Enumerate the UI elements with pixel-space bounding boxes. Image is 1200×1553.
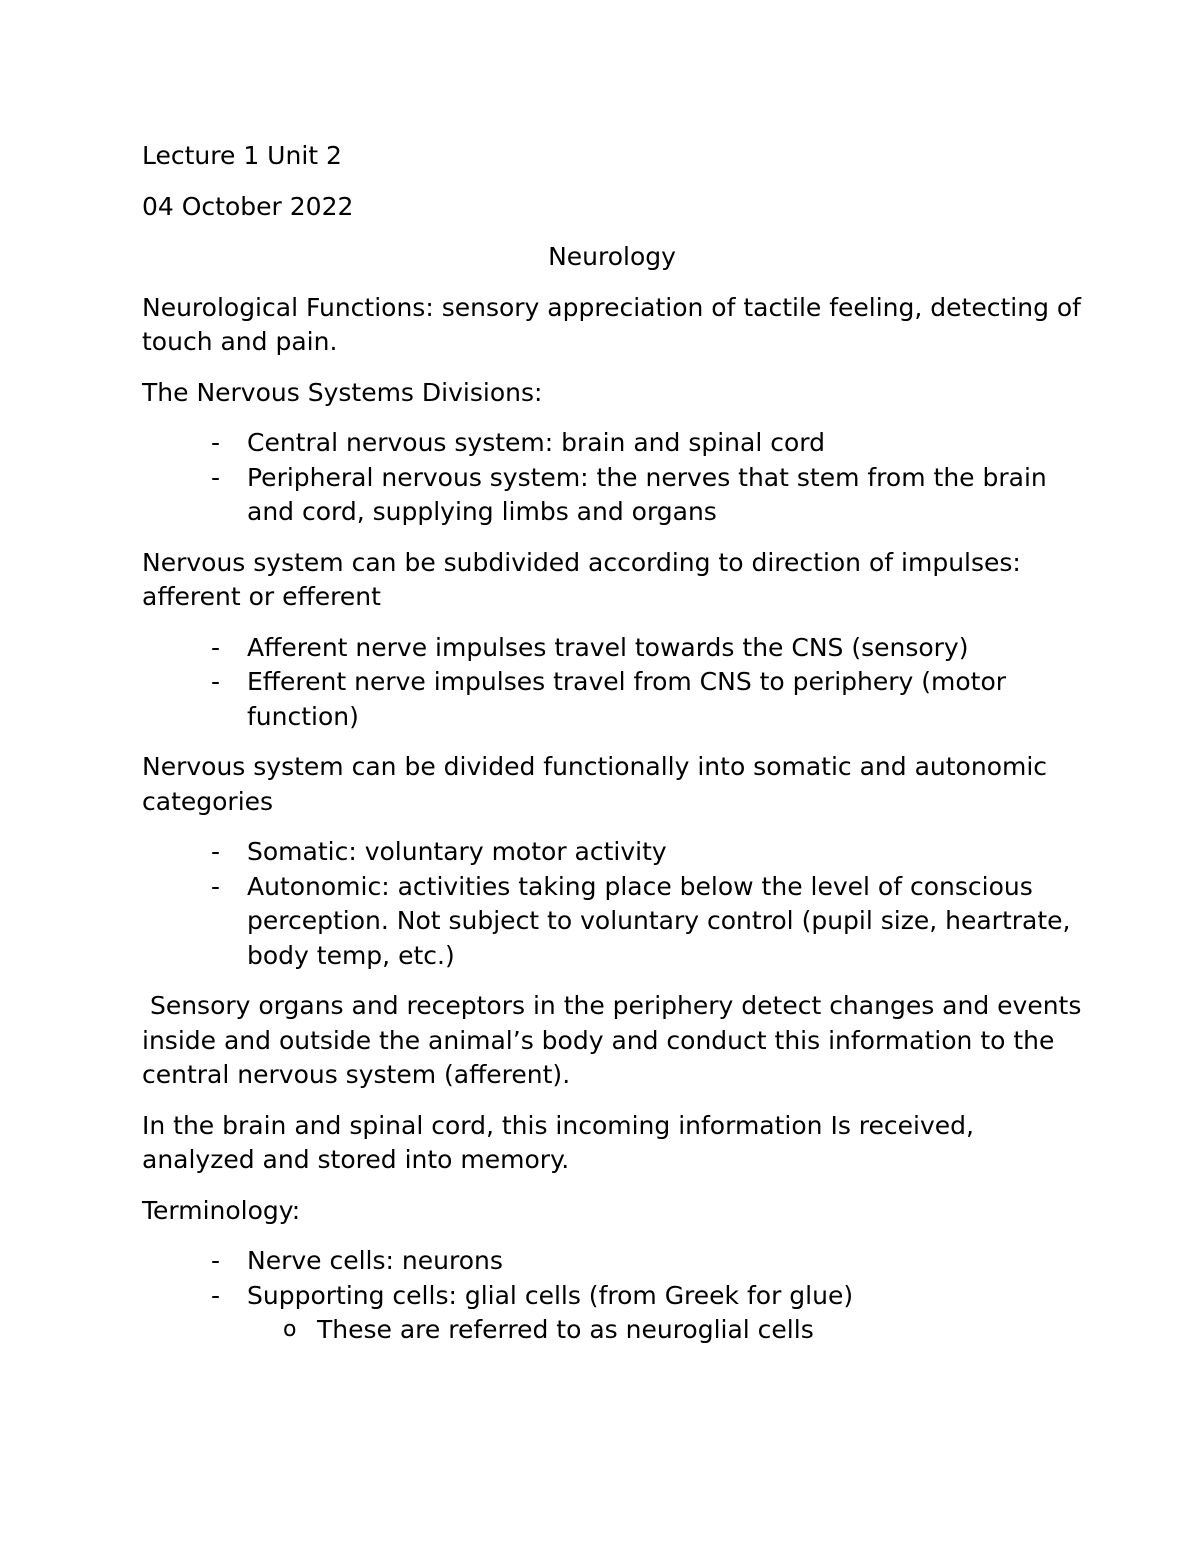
impulses-list	[142, 631, 1082, 735]
sub-list-item	[247, 1313, 1082, 1348]
circle-bullet: o	[283, 1317, 297, 1342]
paragraph-sensory-organs: Sensory organs and receptors in the periphery detect changes and events inside and outside the animal’s body and conduct this information to the central nervous system (afferent).	[142, 991, 1090, 1089]
dash-bullet: -	[211, 837, 221, 866]
list-item	[142, 631, 1082, 666]
list-item	[142, 835, 1082, 870]
list-item-text: Peripheral nervous system: the nerves that stem from the brain and cord, supplying limbs and organs	[247, 462, 1047, 526]
dash-bullet: -	[211, 667, 221, 696]
list-item-text: Supporting cells: glial cells (from Greek for glue)	[247, 1280, 854, 1310]
paragraph-terminology-heading: Terminology:	[142, 1195, 301, 1225]
list-item	[142, 870, 1082, 974]
dash-bullet: -	[211, 871, 221, 901]
sub-list-item-text: These are referred to as neuroglial cells	[317, 1315, 814, 1344]
list-item-text: Central nervous system: brain and spinal cord	[247, 428, 825, 457]
terminology-sublist	[247, 1313, 1082, 1348]
terminology-list	[142, 1244, 1082, 1348]
document-page	[142, 139, 1090, 1364]
functional-list	[142, 835, 1082, 973]
dash-bullet: -	[211, 462, 221, 492]
paragraph-neurological-functions: Neurological Functions: sensory appreciation of tactile feeling, detecting of touch and pain.	[142, 292, 1089, 356]
dash-bullet: -	[211, 1280, 221, 1310]
list-item-text: Nerve cells: neurons	[247, 1246, 503, 1275]
paragraph-direction-of-impulses: Nervous system can be subdivided according to direction of impulses: afferent or efferent	[142, 547, 1029, 611]
paragraph-divisions-heading: The Nervous Systems Divisions:	[142, 377, 543, 407]
document-title: Neurology	[548, 242, 676, 271]
list-item	[142, 461, 1082, 530]
list-item-text: Afferent nerve impulses travel towards the CNS (sensory)	[247, 632, 969, 662]
lecture-heading: Lecture 1 Unit 2	[142, 141, 342, 170]
dash-bullet: -	[211, 632, 221, 662]
list-item	[142, 426, 1082, 461]
paragraph-brain-spinal-cord: In the brain and spinal cord, this incoming information Is received, analyzed and stored into memory.	[142, 1110, 982, 1174]
list-item-text: Efferent nerve impulses travel from CNS to periphery (motor function)	[247, 667, 1007, 731]
list-item-text: Autonomic: activities taking place below the level of conscious perception. Not subject to voluntary control (pupil size, heartrate, body temp, etc.)	[247, 871, 1071, 970]
paragraph-functional-division: Nervous system can be divided functionally into somatic and autonomic categories	[142, 752, 1055, 816]
list-item	[142, 1279, 1082, 1348]
list-item-text: Somatic: voluntary motor activity	[247, 837, 667, 866]
lecture-date: 04 October 2022	[142, 191, 354, 221]
list-item	[142, 1244, 1082, 1279]
list-item	[142, 665, 1082, 734]
divisions-list	[142, 426, 1082, 530]
dash-bullet: -	[211, 428, 221, 457]
dash-bullet: -	[211, 1246, 221, 1275]
